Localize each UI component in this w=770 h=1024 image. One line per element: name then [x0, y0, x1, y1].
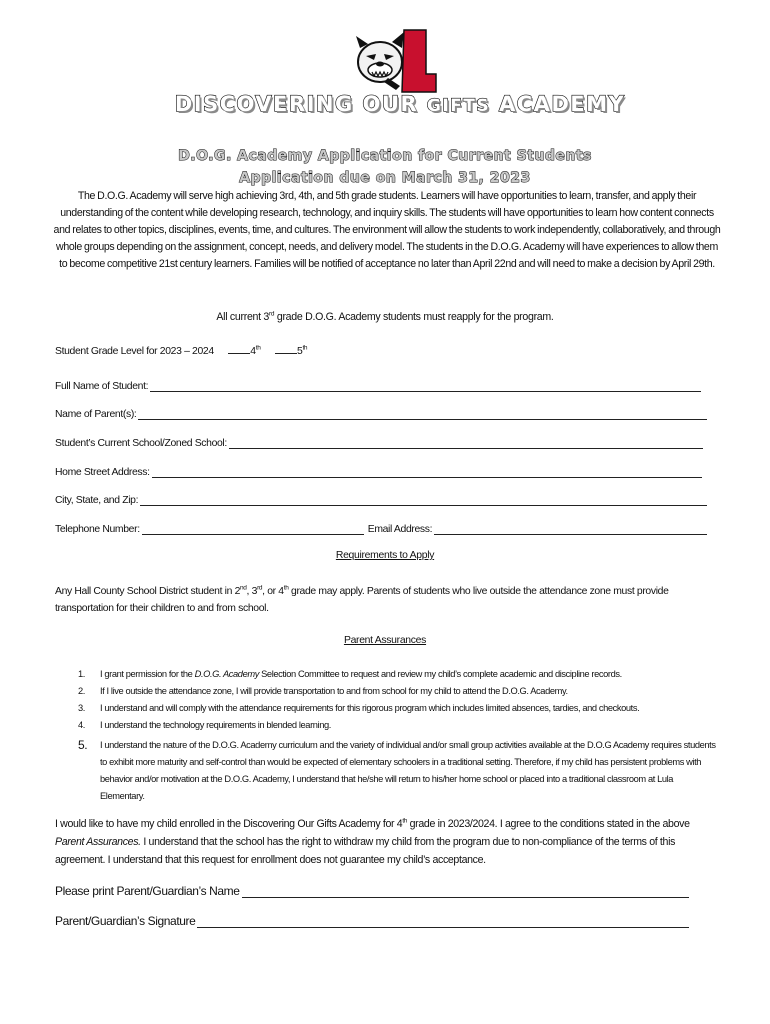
- print-name-field[interactable]: [242, 883, 689, 898]
- closing-text-3: I understand that the school has the right to withdraw my child from the program due to non-compliance of the terms of this agreement. I understand that this request for enrollment does not guarantee my child’s acceptance.: [55, 836, 676, 866]
- assurance-1-start: I grant permission for the: [100, 669, 195, 679]
- reapply-text-end: grade D.O.G. Academy students must reapply for the program.: [274, 311, 554, 323]
- signature-row: [55, 910, 689, 928]
- assurance-1-italic: D.O.G. Academy: [194, 669, 259, 679]
- list-text: If I live outside the attendance zone, I will provide transportation to and from school for my child to attend the D.O.G. Academy.: [100, 686, 568, 696]
- grade-level-label: Student Grade Level for 2023 – 2024: [55, 346, 214, 357]
- phone-email-row: [55, 519, 707, 535]
- parent-name-field[interactable]: [138, 407, 707, 420]
- reapply-sup: rd: [269, 310, 275, 318]
- bulldog-logo-icon: [352, 26, 438, 96]
- parent-name-row: [55, 404, 707, 420]
- street-row: [55, 462, 702, 478]
- grade-level-row: [55, 346, 307, 357]
- closing-text-1: I would like to have my child enrolled in the Discovering Our Gifts Academy for 4: [55, 818, 403, 830]
- closing-sup: th: [402, 817, 408, 825]
- requirements-heading: Requirements to Apply: [335, 550, 435, 561]
- list-item: [78, 684, 718, 699]
- application-subtitle: D.O.G. Academy Application for Current Students: [178, 148, 592, 164]
- grade-4-sup: th: [255, 344, 261, 352]
- reapply-notice: [0, 311, 770, 323]
- requirements-text-2: , 3: [246, 586, 258, 597]
- grade-5-option: 5: [297, 346, 303, 357]
- list-text: [100, 667, 718, 682]
- reapply-text-start: All current 3: [216, 311, 270, 323]
- assurances-list: [78, 667, 718, 807]
- list-text: I understand the nature of the D.O.G. Academy curriculum and the variety of individual and/or small group activities available at the D.O.G Academy requires students to exhibit more maturity and self-control than would be expected of elementary schoolers in a traditional setting. Therefore, if my child has persistent problems with behavior and/or motivation at the D.O.G. Academy, I understand that he/she will return to his/her home school or placed into a traditional classroom at Lula Elementary.: [100, 739, 716, 801]
- list-number: 1.: [78, 669, 85, 679]
- requirements-sup-1: nd: [240, 584, 247, 592]
- student-name-label: Full Name of Student:: [55, 381, 149, 392]
- school-row: [55, 433, 703, 449]
- city-row: [55, 490, 707, 506]
- list-text: I understand the technology requirements in blended learning.: [100, 720, 331, 730]
- school-field[interactable]: [229, 436, 703, 449]
- signature-label: Parent/Guardian’s Signature: [55, 914, 196, 928]
- academy-title-part3: ACADEMY: [498, 92, 626, 116]
- city-field[interactable]: [140, 493, 707, 506]
- assurances-heading: Parent Assurances: [343, 635, 427, 646]
- academy-title: [0, 92, 770, 116]
- phone-label: Telephone Number:: [55, 524, 140, 535]
- phone-field[interactable]: [142, 522, 364, 535]
- assurance-1-end: Selection Committee to request and review my child’s complete academic and discipline records.: [258, 669, 622, 679]
- city-label: City, State, and Zip:: [55, 495, 139, 506]
- closing-italic: Parent Assurances.: [55, 836, 141, 848]
- grade-5-blank[interactable]: [275, 353, 297, 354]
- email-label: Email Address:: [367, 524, 433, 535]
- academy-title-part2: GIFTS: [426, 96, 491, 116]
- list-number: 2.: [78, 686, 85, 696]
- requirements-text-1: Any Hall County School District student in 2: [55, 586, 241, 597]
- requirements-sup-3: th: [283, 584, 289, 592]
- signature-field[interactable]: [197, 913, 689, 928]
- email-field[interactable]: [434, 522, 707, 535]
- student-name-field[interactable]: [150, 379, 701, 392]
- requirements-paragraph: [55, 583, 705, 617]
- list-item: [78, 718, 718, 733]
- list-item: [78, 701, 718, 716]
- requirements-sup-2: rd: [257, 584, 263, 592]
- print-name-label: Please print Parent/Guardian’s Name: [55, 884, 240, 898]
- application-due-date: Application due on March 31, 2023: [239, 170, 531, 186]
- list-number: 4.: [78, 720, 85, 730]
- street-label: Home Street Address:: [55, 467, 150, 478]
- intro-paragraph: The D.O.G. Academy will serve high achieving 3rd, 4th, and 5th grade students. Learners will have opportunities to learn, transfer, and apply their understanding of the content while developing research, technology, and inquiry skills. The students will have opportunities to learn how content connects and relates to other topics, disciplines, events, time, and cultures. The environment will allow the students to work independently, collaboratively, and through whole groups depending on the assignment, concept, needs, and delivery model. The students in the D.O.G. Academy will have experiences to allow them to become competitive 21st century learners. Families will be notified of acceptance no later than April 22nd and will need to make a decision by April 29th.: [53, 190, 721, 270]
- list-number: 3.: [78, 703, 85, 713]
- list-item: [78, 667, 718, 682]
- parent-name-label: Name of Parent(s):: [55, 409, 137, 420]
- list-item: [78, 737, 718, 805]
- student-name-row: [55, 376, 701, 392]
- grade-5-sup: th: [302, 344, 308, 352]
- closing-text-2: grade in 2023/2024. I agree to the conditions stated in the above: [407, 818, 690, 830]
- grade-4-option: 4: [250, 346, 256, 357]
- school-label: Student’s Current School/Zoned School:: [55, 438, 227, 449]
- closing-paragraph: [55, 815, 720, 869]
- list-text: I understand and will comply with the attendance requirements for this rigorous program which includes limited absences, tardies, and checkouts.: [100, 703, 640, 713]
- street-field[interactable]: [152, 465, 702, 478]
- list-number: 5.: [78, 737, 88, 752]
- requirements-text-3: , or 4: [262, 586, 284, 597]
- print-name-row: [55, 880, 689, 898]
- academy-title-part1: DISCOVERING OUR: [174, 92, 419, 116]
- requirements-text-4: grade may apply. Parents of students who live outside the attendance zone must provide transportation for their children to and from school.: [55, 586, 669, 614]
- grade-4-blank[interactable]: [228, 353, 250, 354]
